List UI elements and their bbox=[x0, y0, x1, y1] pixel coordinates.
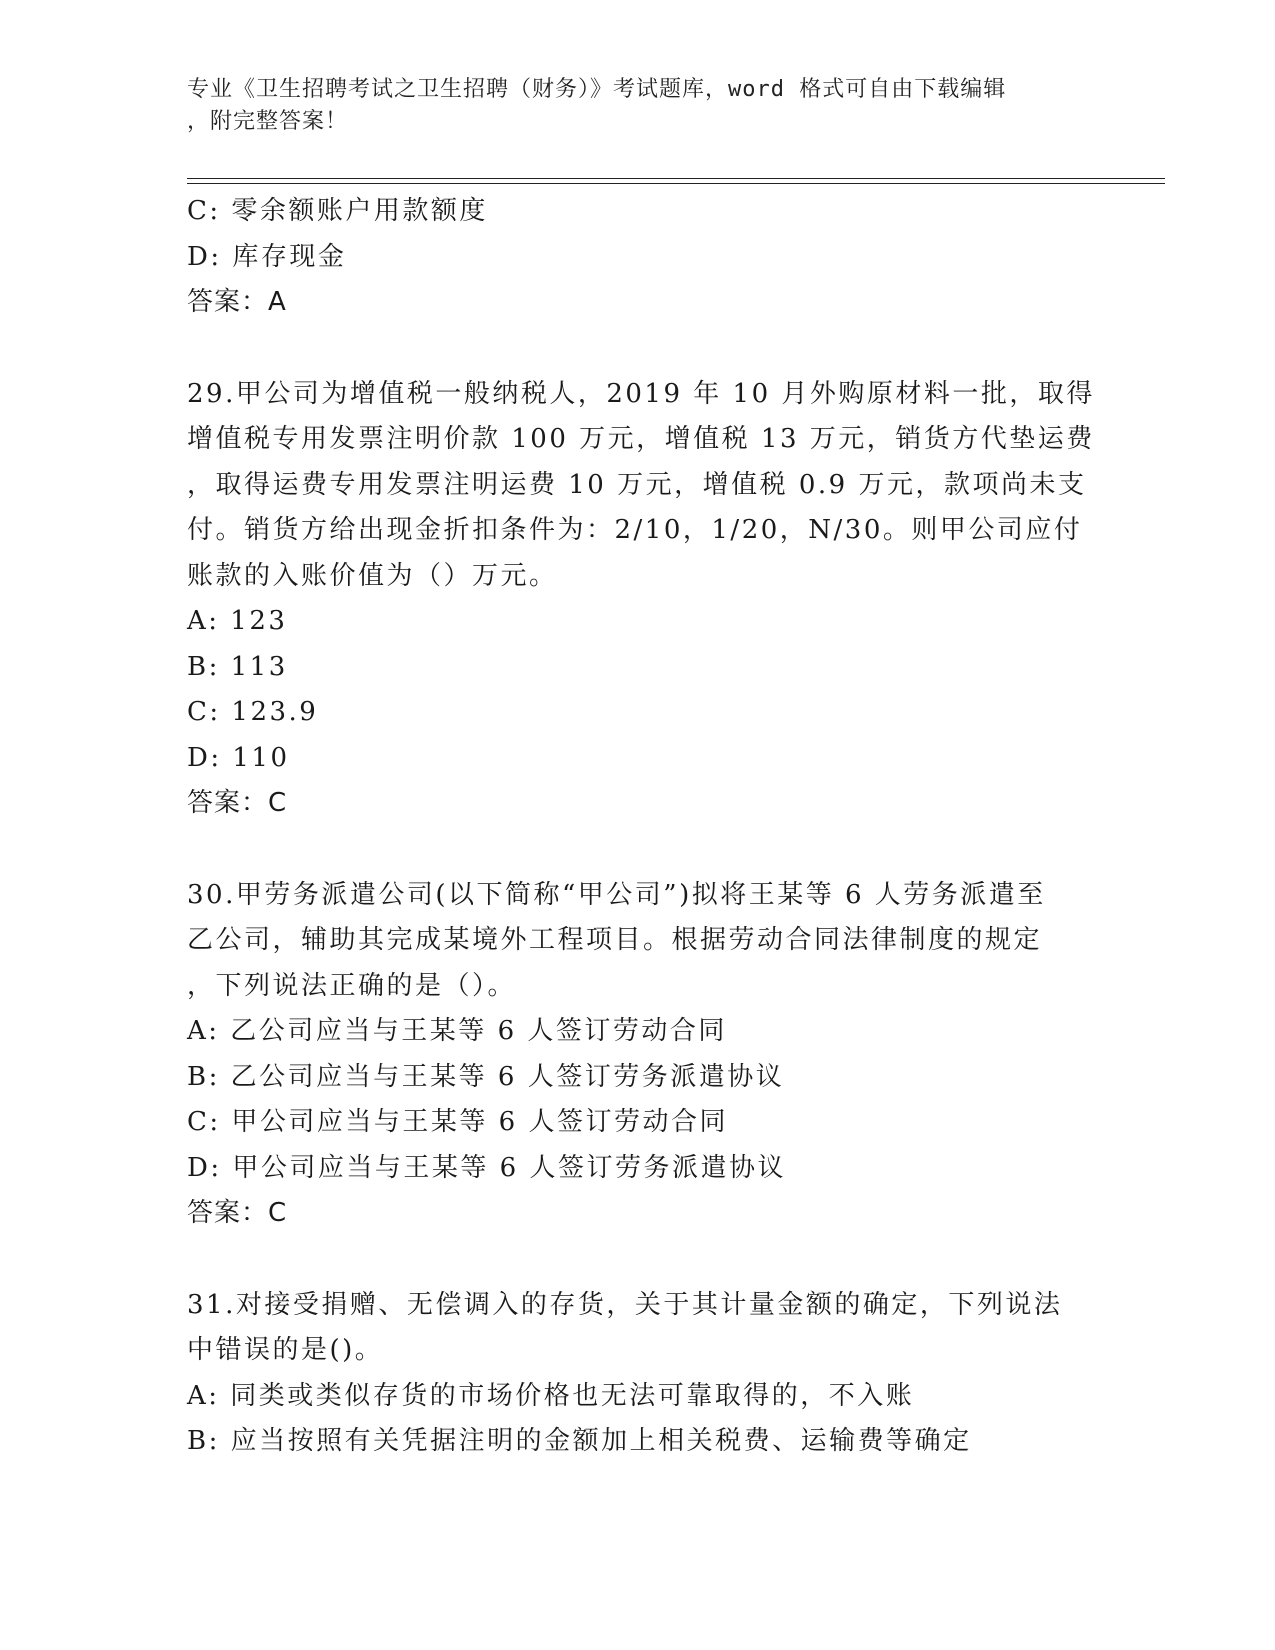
question-text-line: 付。销货方给出现金折扣条件为：2/10，1/20，N/30。则甲公司应付 bbox=[187, 515, 1083, 545]
option-d: D: 110 bbox=[187, 742, 290, 773]
answer-line: 答案：A bbox=[187, 287, 287, 317]
question-text-line: 31.对接受捐赠、无偿调入的存货，关于其计量金额的确定，下列说法 bbox=[187, 1289, 1063, 1320]
question-text-line: 增值税专用发票注明价款 100 万元，增值税 13 万元，销货方代垫运费 bbox=[187, 424, 1095, 454]
question-text-line: ，取得运费专用发票注明运费 10 万元，增值税 0.9 万元，款项尚未支 bbox=[187, 469, 1087, 500]
option-b: B: 113 bbox=[187, 651, 288, 682]
question-text-line: 29.甲公司为增值税一般纳税人，2019 年 10 月外购原材料一批，取得 bbox=[187, 378, 1095, 409]
spacer bbox=[187, 827, 1087, 873]
question-29 bbox=[187, 372, 1095, 827]
header-title-line-1: 专业《卫生招聘考试之卫生招聘（财务）》考试题库，word 格式可自由下载编辑 bbox=[187, 77, 1007, 102]
question-content bbox=[187, 189, 1095, 1465]
spacer bbox=[187, 326, 1087, 372]
option-d: D: 甲公司应当与王某等 6 人签订劳务派遣协议 bbox=[187, 1152, 786, 1183]
option-d: D: 库存现金 bbox=[187, 241, 347, 272]
question-text-line: 账款的入账价值为（）万元。 bbox=[187, 560, 558, 591]
question-text-line: 中错误的是()。 bbox=[187, 1335, 384, 1365]
question-text-line: ，下列说法正确的是（）。 bbox=[187, 970, 517, 1001]
question-text-line: 乙公司，辅助其完成某境外工程项目。根据劳动合同法律制度的规定 bbox=[187, 925, 1043, 955]
option-a: A: 同类或类似存货的市场价格也无法可靠取得的，不入账 bbox=[187, 1380, 915, 1411]
option-b: B: 乙公司应当与王某等 6 人签订劳务派遣协议 bbox=[187, 1061, 785, 1092]
option-a: A: 乙公司应当与王某等 6 人签订劳动合同 bbox=[187, 1016, 727, 1046]
question-text-line: 30.甲劳务派遣公司(以下简称“甲公司”)拟将王某等 6 人劳务派遣至 bbox=[187, 879, 1046, 910]
option-b: B: 应当按照有关凭据注明的金额加上相关税费、运输费等确定 bbox=[187, 1426, 972, 1456]
header-title-line-2: ，附完整答案！ bbox=[187, 109, 349, 134]
answer-line: 答案：C bbox=[187, 1198, 288, 1228]
header-divider-top bbox=[187, 178, 1165, 179]
page-header bbox=[187, 74, 1067, 138]
option-c: C: 甲公司应当与王某等 6 人签订劳动合同 bbox=[187, 1107, 728, 1137]
option-c: C: 123.9 bbox=[187, 697, 319, 727]
question-31 bbox=[187, 1283, 1087, 1465]
option-a: A: 123 bbox=[187, 606, 288, 636]
question-30 bbox=[187, 873, 1087, 1237]
header-divider-bottom bbox=[187, 183, 1165, 184]
answer-line: 答案：C bbox=[187, 788, 288, 818]
option-c: C: 零余额账户用款额度 bbox=[187, 196, 488, 226]
spacer bbox=[187, 1237, 1087, 1283]
